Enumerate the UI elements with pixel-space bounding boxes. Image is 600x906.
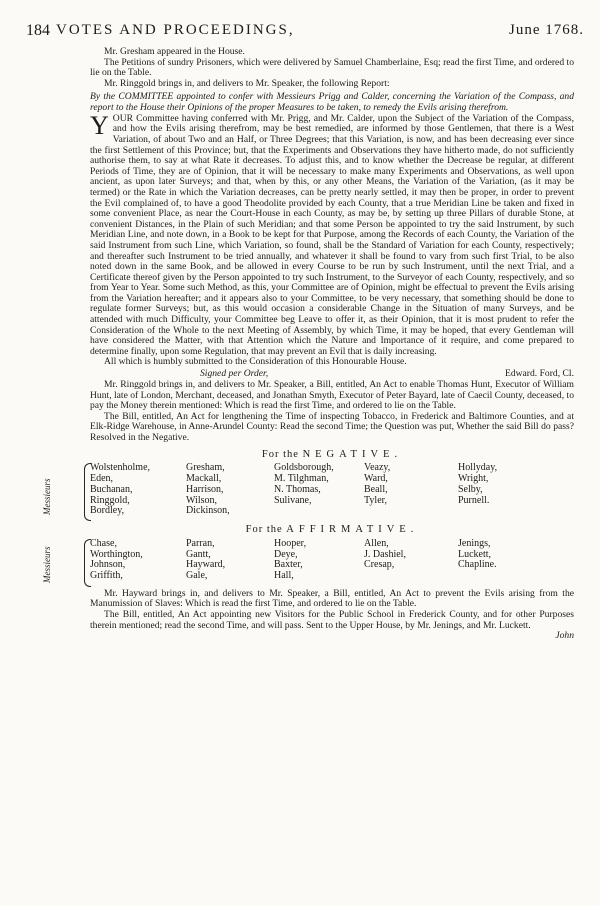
negative-column-1 bbox=[90, 463, 150, 517]
member-name: Tyler, bbox=[364, 494, 388, 506]
member-name: Gantt, bbox=[186, 548, 211, 560]
negative-column-4 bbox=[364, 463, 390, 506]
page-number: 184 bbox=[26, 22, 50, 39]
committee-report bbox=[90, 110, 574, 358]
member-name: Bordley, bbox=[90, 505, 125, 517]
clerk-name: Edward. Ford, Cl. bbox=[504, 368, 574, 380]
paragraph-manumission-bill: Mr. Hayward brings in, and delivers to Mr. Speaker, a Bill, entitled, An Act to prevent the Evils arising from the Manumission of Slaves: Which is read the first Time, and ordered to lie on the Table. bbox=[90, 587, 574, 610]
member-name: M. Tilghman, bbox=[274, 472, 329, 484]
paragraph-ringgold-report: Mr. Ringgold brings in, and delivers to Mr. Speaker, the following Report: bbox=[104, 77, 390, 89]
member-name: Veazy, bbox=[364, 462, 391, 474]
messieurs-label-negative: Messieurs bbox=[42, 478, 52, 516]
negative-column-5 bbox=[458, 463, 497, 506]
member-name: Gale, bbox=[186, 570, 208, 582]
affirmative-column-1 bbox=[90, 539, 143, 582]
paragraph-gresham: Mr. Gresham appeared in the House. bbox=[104, 46, 245, 57]
member-name: Selby, bbox=[458, 483, 483, 495]
drop-cap: Y bbox=[90, 110, 109, 140]
member-name: Ward, bbox=[364, 472, 388, 484]
page-header bbox=[26, 22, 584, 44]
member-name: Hall, bbox=[274, 570, 294, 582]
affirmative-column-3 bbox=[274, 539, 306, 582]
member-name: Buchanan, bbox=[90, 483, 133, 495]
member-name: Harrison, bbox=[186, 483, 224, 495]
member-name: Hooper, bbox=[274, 537, 307, 549]
member-name: Jenings, bbox=[458, 537, 491, 549]
member-name: Gresham, bbox=[186, 462, 225, 474]
member-name: Worthington, bbox=[90, 548, 143, 560]
member-name: Wright, bbox=[458, 472, 489, 484]
member-name: N. Thomas, bbox=[274, 483, 321, 495]
member-name: Eden, bbox=[90, 472, 114, 484]
member-name: Johnson, bbox=[90, 559, 126, 571]
affirmative-title: For the AFFIRMATIVE. bbox=[245, 524, 419, 536]
negative-title: For the NEGATIVE. bbox=[261, 448, 403, 460]
submitted-line: All which is humbly submitted to the Consideration of this Honourable House. bbox=[104, 356, 407, 368]
member-name: Griffith, bbox=[90, 570, 123, 582]
member-name: Ringgold, bbox=[90, 494, 130, 506]
member-name: Deye, bbox=[274, 548, 298, 560]
member-name: Hollyday, bbox=[458, 462, 498, 474]
member-name: Wolstenholme, bbox=[90, 462, 151, 474]
negative-column-2 bbox=[186, 463, 230, 517]
paragraph-petitions: The Petitions of sundry Prisoners, which were delivered by Samuel Chamberlaine, Esq; read the first Time, and ordered to lie on the Table. bbox=[90, 56, 574, 79]
affirmative-column-4 bbox=[364, 539, 406, 571]
member-name: Sulivane, bbox=[274, 494, 312, 506]
affirmative-column-2 bbox=[186, 539, 225, 582]
member-name: Purnell. bbox=[458, 494, 490, 506]
messieurs-label-affirmative: Messieurs bbox=[42, 546, 52, 583]
member-name: Dickinson, bbox=[186, 505, 230, 517]
member-name: Cresap, bbox=[364, 559, 395, 571]
committee-heading: By the COMMITTEE appointed to confer with Messieurs Prigg and Calder, concerning the Variation of the Compass, and report to the House their Opinions of the proper Measures to be taken, to remedy the Evils arising therefrom. bbox=[90, 91, 574, 113]
report-text: OUR Committee having conferred with Mr. Prigg, and Mr. Calder, upon the Subject of the Variation of the Compass, and how the Evils arising therefrom, may be best remedied, are informed by those Gentlemen, that there is a West Variation, of about Two and an Half, or Three Degrees; that this Variation, is now, and has been decreasing ever since the first Settlement of this Province; but, that the Experiments and Observations they have hitherto made, do not sufficiently authorise them, to say at what Rate it decreases. To adjust this, and to know whether the Decrease be regular, at different Periods of Time, they are of Opinion, that it will be necessary to make many Experiments and Observations, as well upon ancient, as upon later Surveys; and that, when by this, or any other Means, the Variation of the Variation, (as it may be termed) or the Rate in which the Variation decreases, can be pretty nearly settled, it may then be proper, in order to prevent the Evil complained of, to have a good Theodolite provided by each County, that a true Meridian Line be taken and fixed in some convenient Place, as near the Court-House in each County, as may be, by setting up three Pillars of durable Stone, at convenient Distances, in the Plain of such Meridian; and that some Person be appointed to try the said Instrument, by such Meridian Line, and note down, in a Book to be kept for that Purpose, among the Records of each County, the Variation of the said Instrument from such Line, which Variation, so found, shall be the Standard of Variation for each County, respectively; and thereafter such Instrument to be tried annually, and whatever it shall be found to vary from such first Trial, to be also noted down in the same Book, and be allowed in every Course to be run by such Instrument, until the next Trial, and a Certificate thereof given by the Person appointed to try such Instrument, to the Surveyor of each County, respectively, and so from Year to Year. Some such Method, as this, your Committee are of Opinion, might be effectual to prevent the Evils arising from the Variation hereafter; and it appears also to your Committee, to be very necessary, that something should be done to regulate former Surveys; but, as this would occasion a considerable Change in the Situation of many Surveys, and be attended with much Difficulty, your Committee beg Leave to offer it, as their Opinion, that it is most prudent to refer the Consideration of the Whole to the next Meeting of Assembly, by which Time, it may be hoped, that every Gentleman will have considered the Matter, with that Attention which the Nature and Importance of it require, and come prepared to determine finally, upon some Regulation, that may prevent an Evil that is daily increasing. bbox=[90, 112, 574, 357]
member-name: Goldsborough, bbox=[274, 462, 334, 474]
negative-votes bbox=[42, 462, 574, 519]
negative-column-3 bbox=[274, 463, 334, 506]
member-name: Luckett, bbox=[458, 548, 492, 560]
member-name: Parran, bbox=[186, 537, 215, 549]
member-name: Beall, bbox=[364, 483, 388, 495]
catchword: John bbox=[555, 630, 574, 642]
member-name: Allen, bbox=[364, 537, 389, 549]
paragraph-tobacco-bill: The Bill, entitled, An Act for lengthening the Time of inspecting Tobacco, in Frederick and Baltimore Counties, and at Elk-Ridge Warehouse, in Anne-Arundel County: Read the second Time; the Question was put, Whether the said Bill do pass? Resolved in the Negative. bbox=[90, 410, 574, 443]
running-title: VOTES AND PROCEEDINGS, bbox=[56, 22, 295, 38]
document-body bbox=[42, 46, 574, 642]
member-name: Chapline. bbox=[458, 559, 497, 571]
paragraph-hunt-bill: Mr. Ringgold brings in, and delivers to Mr. Speaker, a Bill, entitled, An Act to enable Thomas Hunt, Executor of William Hunt, late of London, Merchant, deceased, and Jonathan Smyth, Executor of Peter Bayard, late of Caecil County, deceased, to pay the Money therein mentioned: Which is read the first Time, and ordered to lie on the Table. bbox=[90, 379, 574, 412]
member-name: Wilson, bbox=[186, 494, 217, 506]
member-name: Baxter, bbox=[274, 559, 303, 571]
member-name: Mackall, bbox=[186, 472, 222, 484]
affirmative-column-5 bbox=[458, 539, 497, 571]
affirmative-votes bbox=[42, 537, 574, 585]
member-name: J. Dashiel, bbox=[364, 548, 406, 560]
signed-per-order: Signed per Order, bbox=[200, 368, 269, 380]
member-name: Hayward, bbox=[186, 559, 226, 571]
member-name: Chase, bbox=[90, 537, 117, 549]
running-date: June 1768. bbox=[509, 22, 584, 38]
paragraph-school-bill: The Bill, entitled, An Act appointing new Visitors for the Public School in Frederick County, and for other Purposes therein mentioned; read the second Time, and will pass. Sent to the Upper House, by Mr. Jenings, and Mr. Luckett. bbox=[90, 608, 574, 631]
signature-line bbox=[90, 369, 574, 380]
